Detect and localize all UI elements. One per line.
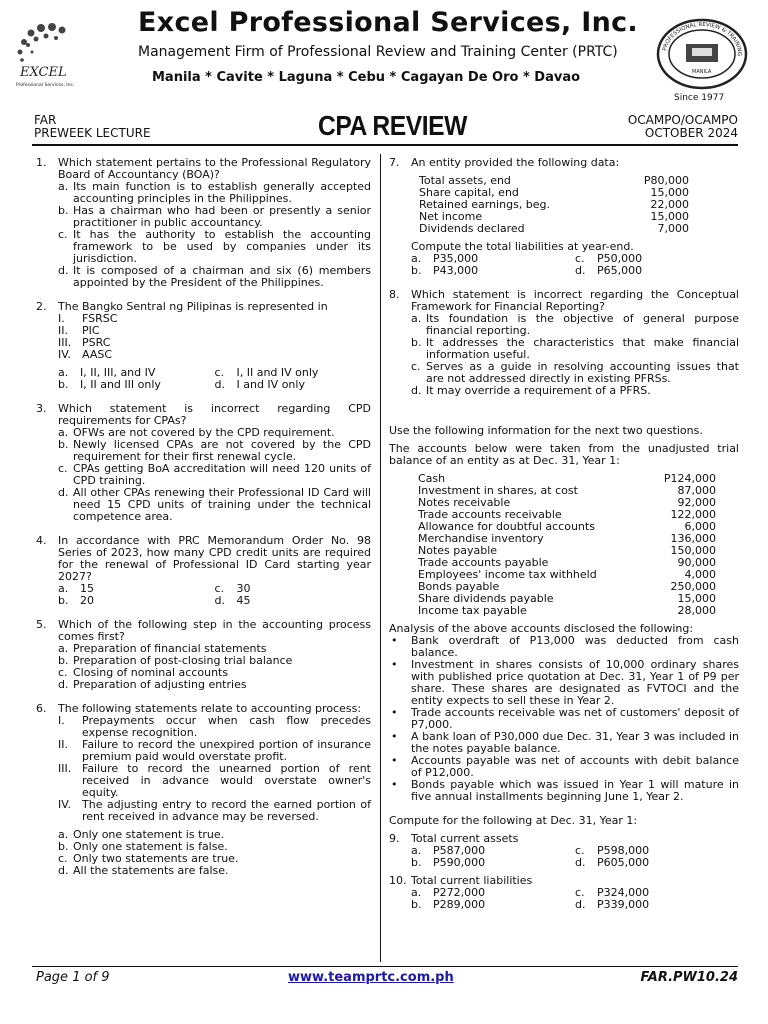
column-divider <box>380 154 381 962</box>
question-8: 8. Which statement is incorrect regarding the Conceptual Framework for Financial Reporting? <box>389 288 739 313</box>
option-grid: a. 15 c. 30 b. 20 d. 45 <box>58 582 251 607</box>
option: a. Its main function is to establish generally accepted accounting principles in the Philippines. <box>58 180 371 205</box>
bullet-item: • A bank loan of P30,000 due Dec. 31, Year 3 was included in the notes payable balance. <box>391 730 739 755</box>
option: a. Preparation of financial statements <box>58 642 267 655</box>
svg-text:Professional Services, Inc.: Professional Services, Inc. <box>16 83 74 88</box>
option: a. OFWs are not covered by the CPD requirement. <box>58 426 335 439</box>
question-6: 6. The following statements relate to accounting process: <box>36 702 362 715</box>
roman-item: II. Failure to record the unexpired portion of insurance premium paid would overstate profit. <box>58 738 371 763</box>
roman-item: III. Failure to record the unearned portion of rent received in advance would overstate owner's equity. <box>58 762 371 799</box>
roman-item: I. Prepayments occur when cash flow precedes expense recognition. <box>58 714 371 739</box>
option: b. Preparation of post-closing trial balance <box>58 654 293 667</box>
option: a. Only one statement is true. <box>58 828 225 841</box>
trial-balance-table: Cash P124,000 Investment in shares, at cost 87,000 Notes receivable 92,000 Trade accounts receivable 122,000 Allowance for doubtful accounts 6,000 Merchandise inventory 136,000 Notes payable 150,000 Trade accounts payable 90,000 Employees' income tax withheld 4,000 Bonds payable 250,000 Share dividends payable 15,000 Income tax payable 28,000 <box>418 472 716 617</box>
bullet-item: • Trade accounts receivable was net of customers' deposit of P7,000. <box>391 706 739 731</box>
since-label: Since 1977 <box>674 93 725 103</box>
branch-list: Manila * Cavite * Laguna * Cebu * Cagayan De Oro * Davao <box>152 70 581 85</box>
company-logo <box>14 18 74 92</box>
option: d. Preparation of adjusting entries <box>58 678 247 691</box>
question-7-prompt: Compute the total liabilities at year-end. <box>411 240 634 253</box>
right-column <box>389 157 739 911</box>
bullet-item: • Accounts payable was net of accounts with debit balance of P12,000. <box>391 754 739 779</box>
page-number: Page 1 of 9 <box>36 970 110 985</box>
website-link[interactable]: www.teamprtc.com.ph <box>288 970 454 985</box>
option-grid: a. P272,000 c. P324,000 b. P289,000 d. P339,000 <box>411 886 650 911</box>
option: c. It has the authority to establish the accounting framework to be used by companies under its jurisdiction. <box>58 228 371 265</box>
subject-label: FAR <box>34 113 57 127</box>
bullet-item: • Bank overdraft of P13,000 was deducted from cash balance. <box>391 634 739 659</box>
question-3: 3. Which statement is incorrect regarding CPD requirements for CPAs? <box>36 402 371 427</box>
roman-item: IV. The adjusting entry to record the earned portion of rent received in advance may be reversed. <box>58 798 371 823</box>
question-7: 7. An entity provided the following data: <box>389 156 620 169</box>
date-label: OCTOBER 2024 <box>644 126 738 140</box>
option: b. It addresses the characteristics that make financial information useful. <box>411 336 739 361</box>
svg-text:MANILA: MANILA <box>692 69 712 75</box>
option: c. CPAs getting BoA accreditation will need 120 units of CPD training. <box>58 462 371 487</box>
compute-intro: Compute for the following at Dec. 31, Year 1: <box>389 814 638 827</box>
header-divider <box>32 144 738 146</box>
option: c. Serves as a guide in resolving accounting issues that are not addressed directly in existing PFRSs. <box>411 360 739 385</box>
roman-item: II. PIC <box>58 324 100 337</box>
prtc-seal <box>656 18 748 90</box>
option: a. Its foundation is the objective of general purpose financial reporting. <box>411 312 739 337</box>
option: b. Only one statement is false. <box>58 840 228 853</box>
main-title: CPA REVIEW <box>318 110 467 141</box>
left-column <box>36 157 371 877</box>
trial-balance-intro: The accounts below were taken from the unadjusted trial balance of an entity as at Dec. 31, Year 1: <box>389 442 739 467</box>
option: c. Only two statements are true. <box>58 852 239 865</box>
header-right <box>628 114 738 140</box>
option: b. Newly licensed CPAs are not covered by the CPD requirement for their first renewal cycle. <box>58 438 371 463</box>
info-intro: Use the following information for the next two questions. <box>389 424 703 437</box>
bullet-item: • Bonds payable which was issued in Year 1 will mature in five annual installments beginning June 1, Year 2. <box>391 778 739 803</box>
question-1: 1. Which statement pertains to the Professional Regulatory Board of Accountancy (BOA)? <box>36 156 371 181</box>
option: d. All the statements are false. <box>58 864 229 877</box>
roman-item: IV. AASC <box>58 348 113 361</box>
option: b. Has a chairman who had been or presently a senior practitioner in public accountancy. <box>58 204 371 229</box>
option: d. All other CPAs renewing their Professional ID Card will need 15 CPD units of training under the technical competence area. <box>58 486 371 523</box>
svg-text:PROFESSIONAL REVIEW & TRAINING: PROFESSIONAL REVIEW & TRAINING <box>662 21 743 57</box>
option-grid: a. P587,000 c. P598,000 b. P590,000 d. P605,000 <box>411 844 650 869</box>
company-name: Excel Professional Services, Inc. <box>138 7 638 38</box>
footer-divider <box>32 966 738 967</box>
analysis-intro: Analysis of the above accounts disclosed the following: <box>389 622 694 635</box>
question-9: 9. Total current assets <box>389 832 519 845</box>
question-5: 5. Which of the following step in the accounting process comes first? <box>36 618 371 643</box>
data-table: Total assets, end P80,000 Share capital, end 15,000 Retained earnings, beg. 22,000 Net income 15,000 Dividends declared 7,000 <box>419 174 689 235</box>
authors-label: OCAMPO/OCAMPO <box>627 113 738 127</box>
option: c. Closing of nominal accounts <box>58 666 229 679</box>
company-subtitle: Management Firm of Professional Review and Training Center (PRTC) <box>138 44 618 60</box>
option: d. It is composed of a chairman and six (6) members appointed by the President of the Philippines. <box>58 264 371 289</box>
bullet-item: • Investment in shares consists of 10,000 ordinary shares with published price quotation at Dec. 31, Year 1 of P9 per share. These shares are designated as FVTOCI and the entity expects to sell these in Year 2. <box>391 658 739 707</box>
option-grid: a. P35,000 c. P50,000 b. P43,000 d. P65,000 <box>411 252 643 277</box>
header-left <box>34 114 151 140</box>
question-4: 4. In accordance with PRC Memorandum Order No. 98 Series of 2023, how many CPD credit units are required for the renewal of Professional ID Card starting year 2027? <box>36 534 371 583</box>
roman-item: I. FSRSC <box>58 312 118 325</box>
option: d. It may override a requirement of a PFRS. <box>411 384 651 397</box>
svg-text:EXCEL: EXCEL <box>20 65 67 80</box>
option-grid: a. I, II, III, and IV c. I, II and IV only b. I, II and III only d. I and IV only <box>58 366 319 391</box>
question-2: 2. The Bangko Sentral ng Pilipinas is represented in <box>36 300 328 313</box>
roman-item: III. PSRC <box>58 336 111 349</box>
document-code: FAR.PW10.24 <box>640 970 738 985</box>
question-10: 10. Total current liabilities <box>389 874 533 887</box>
lecture-label: PREWEEK LECTURE <box>34 126 151 140</box>
